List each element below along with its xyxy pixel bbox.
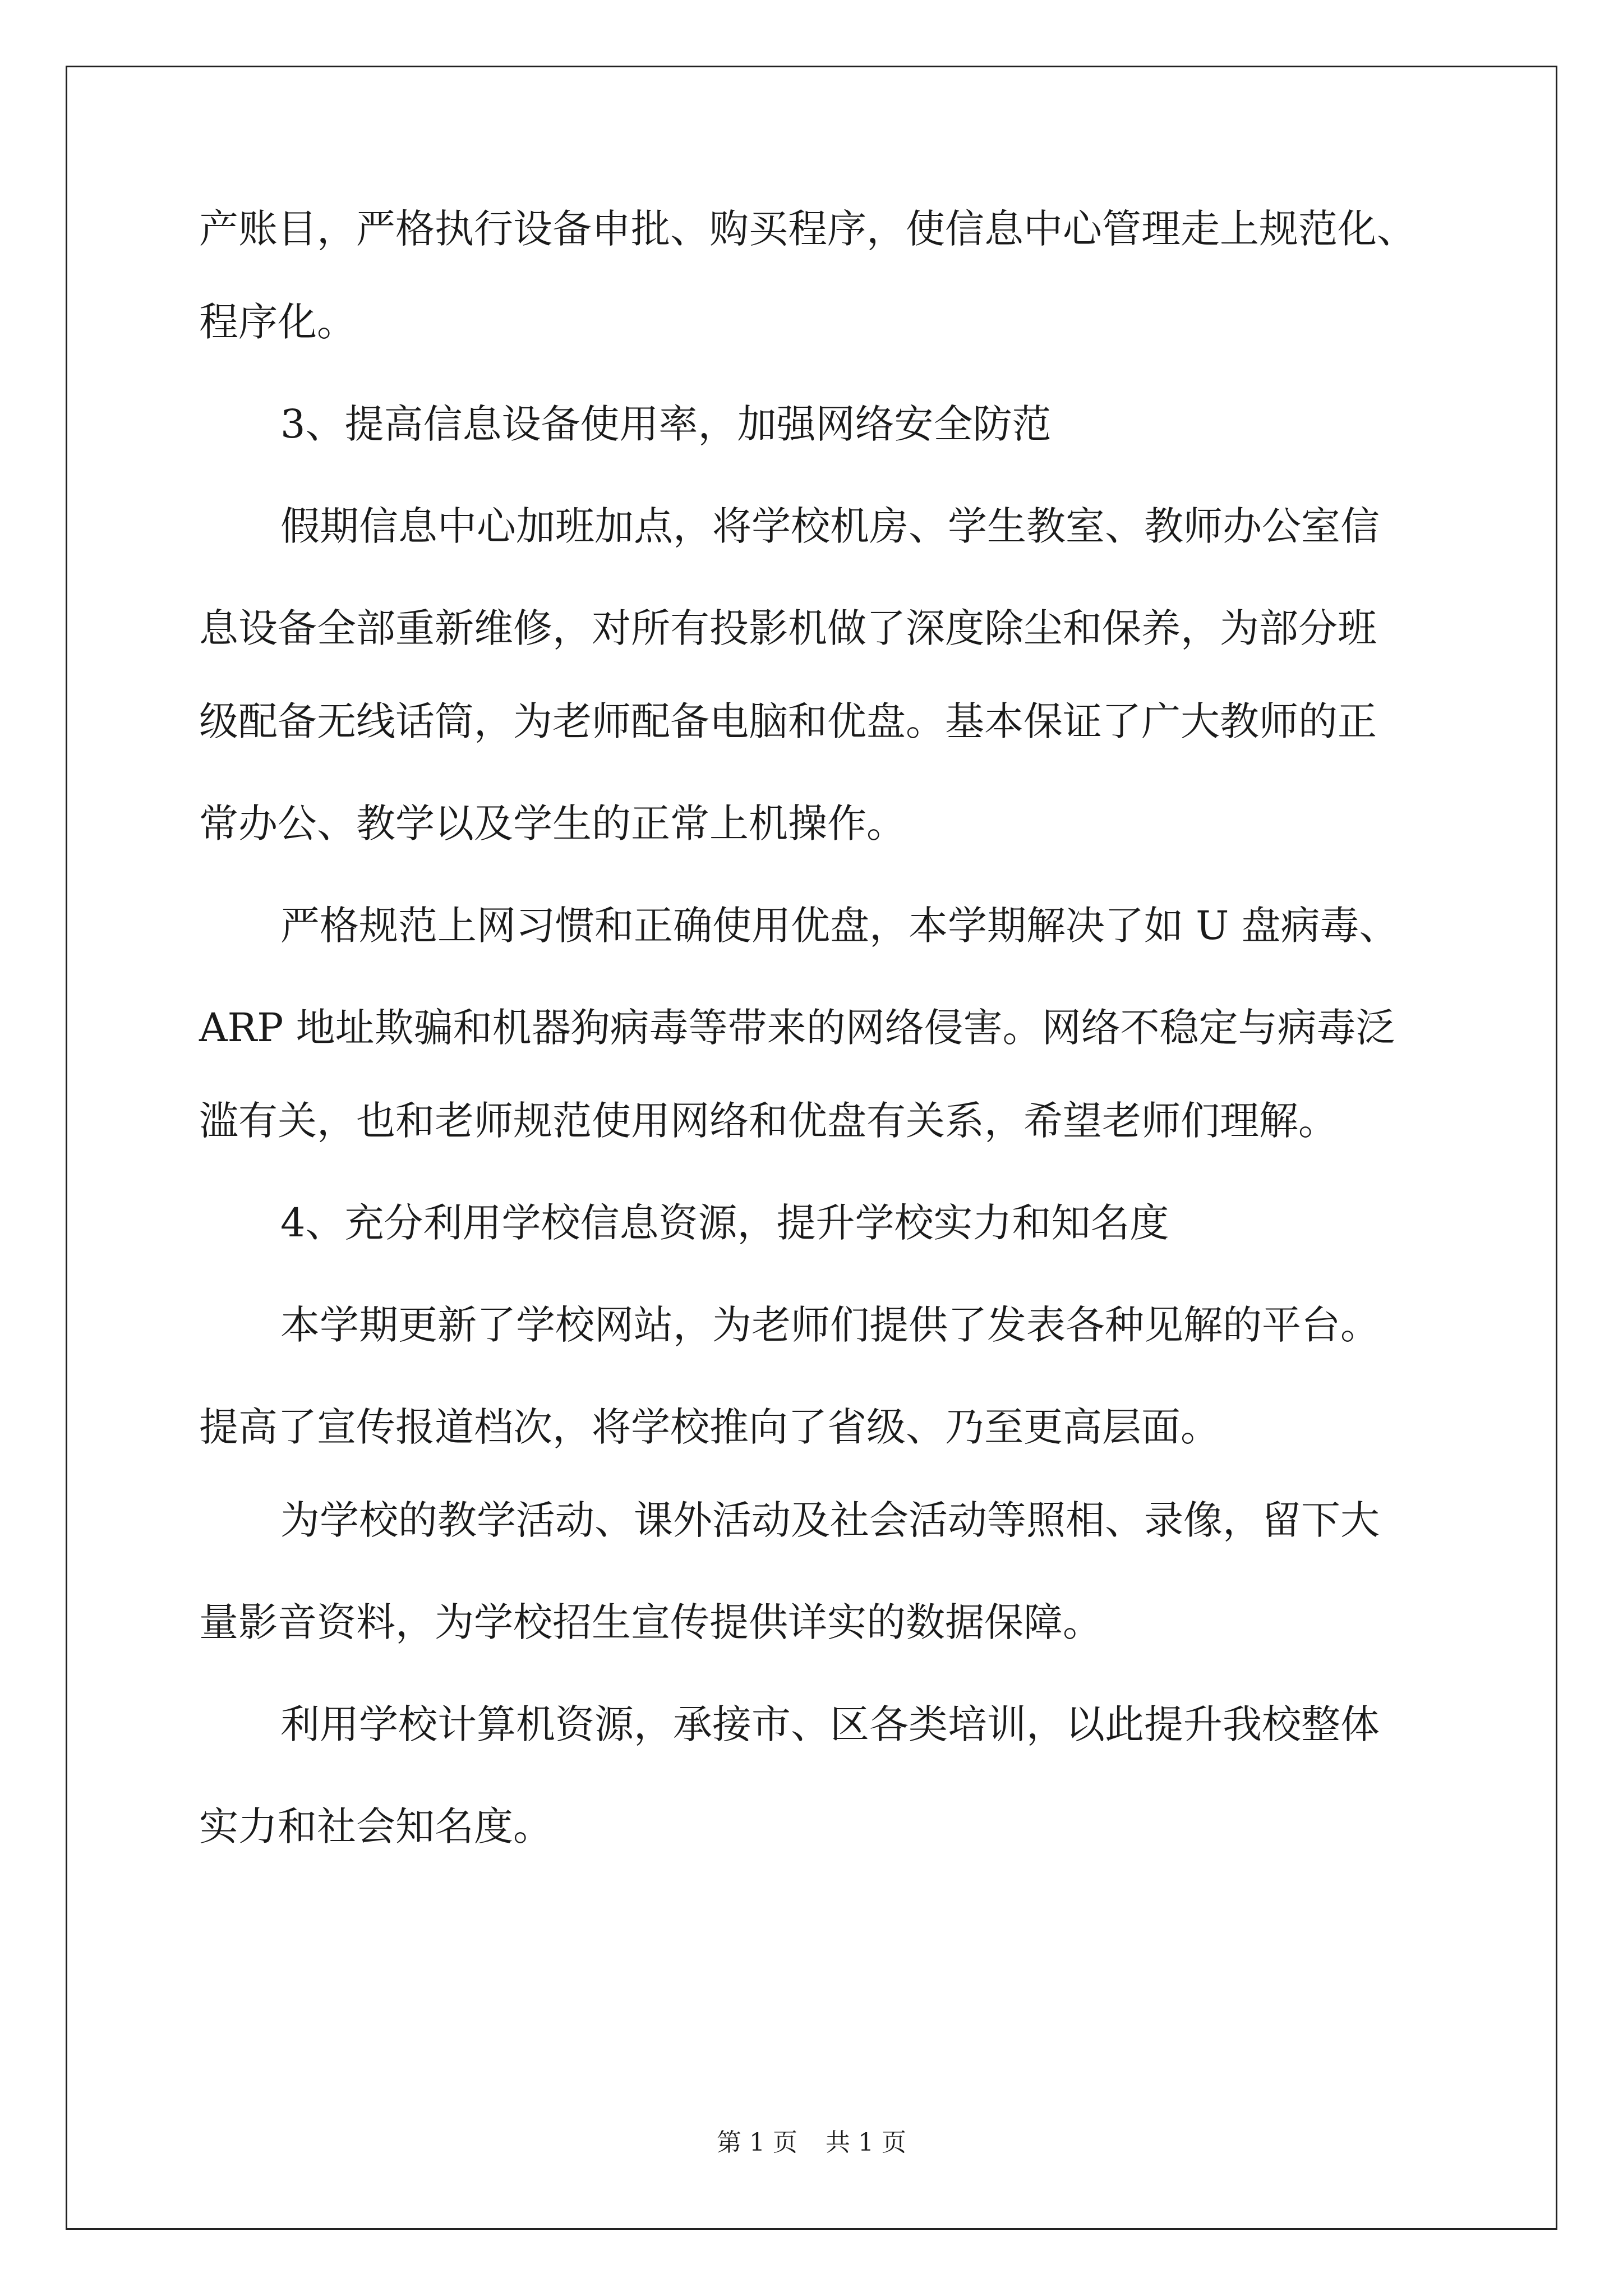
text-line: 常办公、教学以及学生的正常上机操作。 xyxy=(199,800,906,846)
text-line: 利用学校计算机资源，承接市、区各类培训，以此提升我校整体 xyxy=(280,1701,1380,1747)
page-border xyxy=(66,66,1557,2230)
text-line: 滥有关，也和老师规范使用网络和优盘有关系，希望老师们理解。 xyxy=(199,1098,1338,1144)
page-footer xyxy=(0,2126,1623,2160)
text-line: 实力和社会知名度。 xyxy=(199,1803,552,1849)
text-line: 本学期更新了学校网站，为老师们提供了发表各种见解的平台。 xyxy=(280,1302,1380,1348)
section-heading: 3、提高信息设备使用率，加强网络安全防范 xyxy=(280,401,1052,447)
page-number: 第 1 页 xyxy=(717,2128,797,2157)
text-line: 产账目，严格执行设备申批、购买程序，使信息中心管理走上规范化、 xyxy=(199,206,1416,252)
text-line: 提高了宣传报道档次，将学校推向了省级、乃至更高层面。 xyxy=(199,1404,1220,1450)
text-line: 息设备全部重新维修，对所有投影机做了深度除尘和保养，为部分班 xyxy=(199,605,1377,651)
text-line: ARP 地址欺骗和机器狗病毒等带来的网络侵害。网络不稳定与病毒泛 xyxy=(199,1005,1395,1051)
text-line: 程序化。 xyxy=(199,299,356,345)
text-line: 为学校的教学活动、课外活动及社会活动等照相、录像，留下大 xyxy=(280,1497,1380,1543)
page-total: 共 1 页 xyxy=(826,2128,906,2157)
text-line: 严格规范上网习惯和正确使用优盘，本学期解决了如 U 盘病毒、 xyxy=(280,903,1399,949)
text-line: 级配备无线话筒，为老师配备电脑和优盘。基本保证了广大教师的正 xyxy=(199,698,1377,744)
section-heading: 4、充分利用学校信息资源，提升学校实力和知名度 xyxy=(280,1200,1169,1246)
text-line: 量影音资料，为学校招生宣传提供详实的数据保障。 xyxy=(199,1599,1102,1645)
text-line: 假期信息中心加班加点，将学校机房、学生教室、教师办公室信 xyxy=(280,503,1380,549)
